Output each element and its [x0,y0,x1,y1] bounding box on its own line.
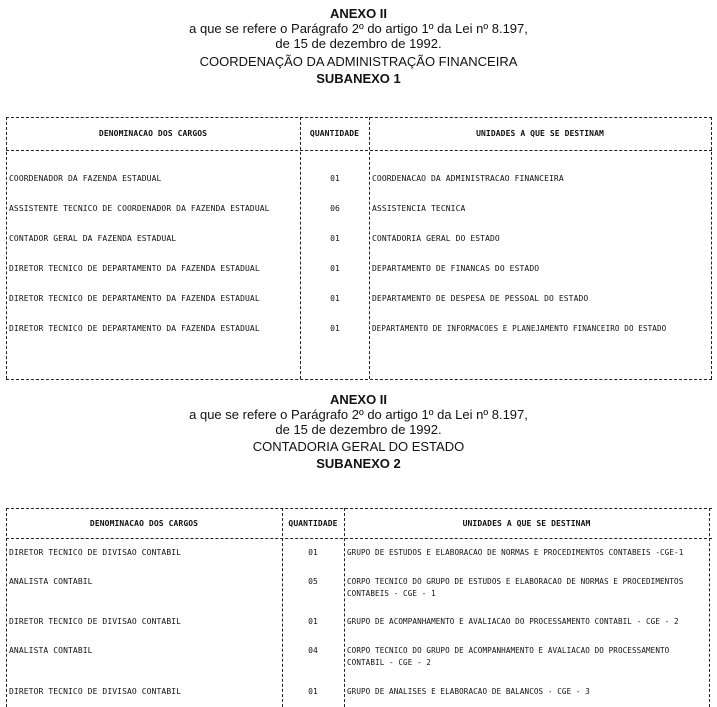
annex2-subannex: SUBANEXO 2 [316,456,401,471]
table-cell-cargo: DIRETOR TECNICO DE DEPARTAMENTO DA FAZENDA ESTADUAL [9,264,260,273]
table-cell-unidade: ASSISTENCIA TECNICA [372,204,466,213]
table-cell-cargo: ANALISTA CONTABIL [9,577,93,586]
table-cell-unidade: CORPO TECNICO DO GRUPO DE ACOMPANHAMENTO E AVALIACAO DO PROCESSAMENTO [347,646,670,655]
table-right-border [709,508,710,707]
table-cell-cargo: DIRETOR TECNICO DE DIVISAO CONTABIL [9,548,182,557]
column-header-cargos: DENOMINACAO DOS CARGOS [98,129,208,138]
table-cell-quantidade: 01 [308,617,318,626]
table-header-divider [6,538,712,539]
table-cell-unidade: DEPARTAMENTO DE INFORMACOES E PLANEJAMENTO FINANCEIRO DO ESTADO [372,324,667,333]
table-cell-unidade: CONTADORIA GERAL DO ESTADO [372,234,500,243]
table-cell-unidade: GRUPO DE ACOMPANHAMENTO E AVALIACAO DO PROCESSAMENTO CONTABIL - CGE - 2 [347,617,679,626]
table-cell-cargo: ASSISTENTE TECNICO DE COORDENADOR DA FAZENDA ESTADUAL [9,204,270,213]
annex2-date-line: de 15 de dezembro de 1992. [275,422,442,437]
table-cell-quantidade: 01 [330,174,340,183]
table-cell-quantidade: 01 [330,234,340,243]
table-column-divider [282,508,283,707]
table-cell-quantidade: 01 [330,264,340,273]
table-cell-unidade: DEPARTAMENTO DE DESPESA DE PESSOAL DO ESTADO [372,294,589,303]
table-cell-cargo: DIRETOR TECNICO DE DIVISAO CONTABIL [9,617,182,626]
table-cell-quantidade: 05 [308,577,318,586]
column-header-unidades: UNIDADES A QUE SE DESTINAM [462,519,591,528]
table-cell-unidade: GRUPO DE ESTUDOS E ELABORACAO DE NORMAS E PROCEDIMENTOS CONTABEIS -CGE-1 [347,548,684,557]
table-cell-cargo: CONTADOR GERAL DA FAZENDA ESTADUAL [9,234,177,243]
annex1-organization: COORDENAÇÃO DA ADMINISTRAÇÃO FINANCEIRA [199,54,518,69]
table-cell-cargo: ANALISTA CONTABIL [9,646,93,655]
annex1-date-line: de 15 de dezembro de 1992. [275,36,442,51]
table-cell-quantidade: 01 [308,548,318,557]
table-cell-quantidade: 04 [308,646,318,655]
annex2-title: ANEXO II [329,392,388,407]
table-border-top [6,508,712,509]
table-cell-quantidade: 01 [330,294,340,303]
column-header-quantidade: QUANTIDADE [309,129,360,138]
table-cell-cargo: DIRETOR TECNICO DE DEPARTAMENTO DA FAZENDA ESTADUAL [9,324,260,333]
table-cell-cargo: COORDENADOR DA FAZENDA ESTADUAL [9,174,162,183]
table-cell-quantidade: 01 [308,687,318,696]
table-column-divider [344,508,345,707]
table-cell-cargo: DIRETOR TECNICO DE DEPARTAMENTO DA FAZENDA ESTADUAL [9,294,260,303]
table-cell-unidade-continued: CONTABIL - CGE - 2 [347,658,432,667]
table-left-border [6,508,7,707]
table-cell-unidade: DEPARTAMENTO DE FINANCAS DO ESTADO [372,264,540,273]
column-header-unidades: UNIDADES A QUE SE DESTINAM [476,129,604,138]
table-cell-unidade: COORDENACAO DA ADMINISTRACAO FINANCEIRA [372,174,564,183]
annex2-reference-line: a que se refere o Parágrafo 2º do artigo 1º da Lei nº 8.197, [189,407,528,422]
annex1-subannex: SUBANEXO 1 [316,71,401,86]
table-cell-unidade: CORPO TECNICO DO GRUPO DE ESTUDOS E ELABORACAO DE NORMAS E PROCEDIMENTOS [347,577,684,586]
table-cell-quantidade: 01 [330,324,340,333]
table-cell-quantidade: 06 [330,204,340,213]
table-cell-unidade: GRUPO DE ANALISES E ELABORACAO DE BALANCOS - CGE - 3 [347,687,590,696]
table-cell-unidade-continued: CONTABEIS - CGE - 1 [347,589,436,598]
annex1-title: ANEXO II [329,6,388,21]
table-cell-cargo: DIRETOR TECNICO DE DIVISAO CONTABIL [9,687,182,696]
annex1-reference-line: a que se refere o Parágrafo 2º do artigo 1º da Lei nº 8.197, [189,21,528,36]
annex2-organization: CONTADORIA GERAL DO ESTADO [252,439,465,454]
column-header-quantidade: QUANTIDADE [288,519,338,528]
column-header-cargos: DENOMINACAO DOS CARGOS [89,519,199,528]
